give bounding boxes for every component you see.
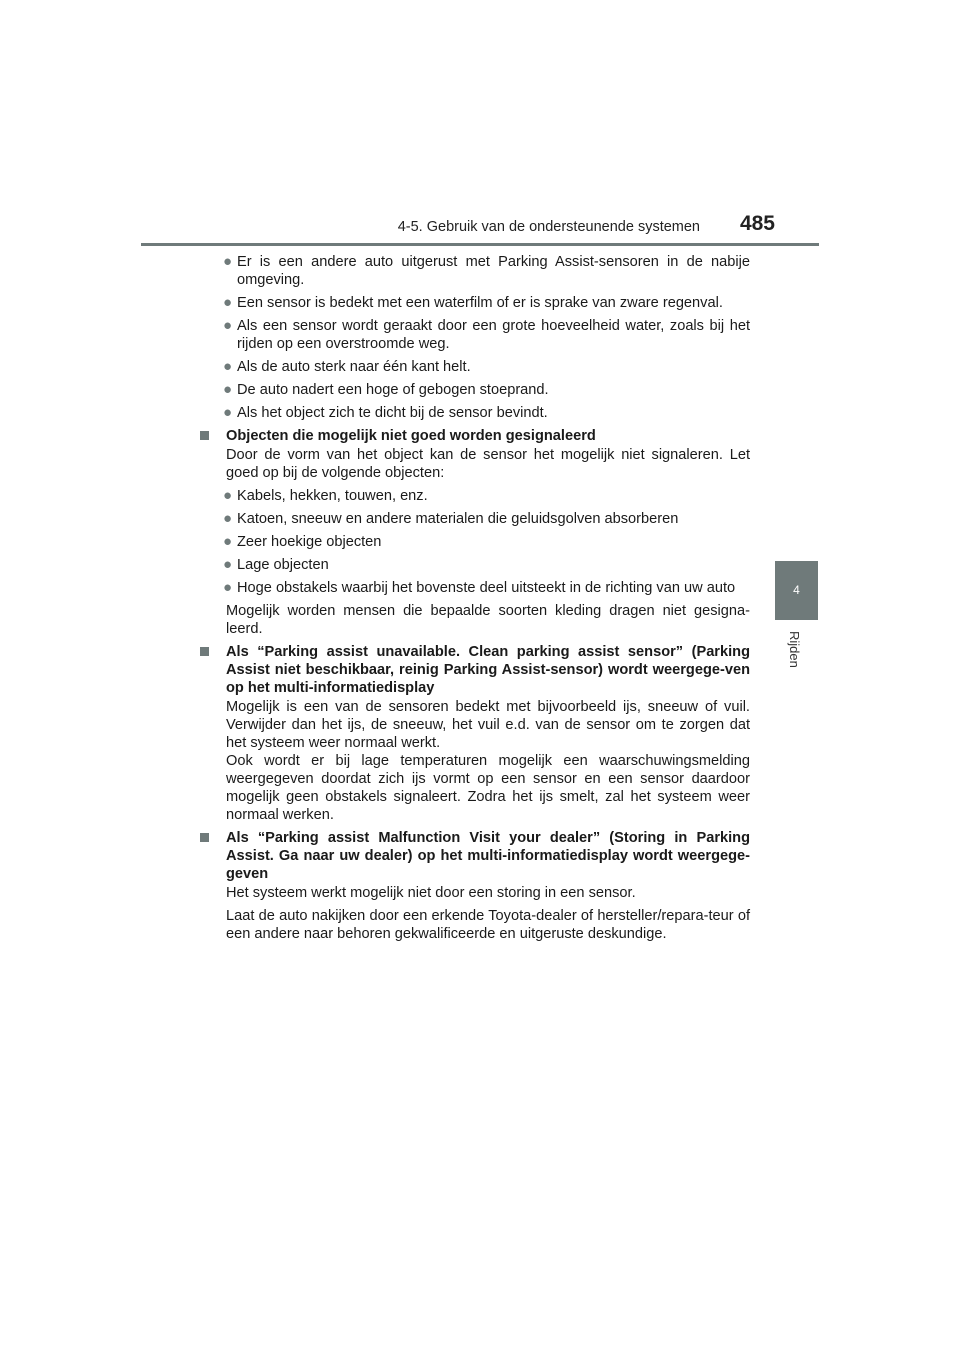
bullet-icon: ● — [223, 253, 233, 270]
list-item: ● Als het object zich te dicht bij de sensor bevindt. — [223, 404, 548, 421]
list-item: ● Een sensor is bedekt met een waterfilm of er is sprake van zware regenval. — [223, 294, 723, 311]
list-item: ● Lage objecten — [223, 556, 329, 573]
list-item: ● Hoge obstakels waarbij het bovenste deel uitsteekt in de richting van uw auto — [223, 579, 736, 596]
section-title: 4-5. Gebruik van de ondersteunende systemen — [397, 219, 700, 235]
section-paragraph: Laat de auto nakijken door een erkende Toyota-dealer of hersteller/repara-teur of een andere naar behoren gekwalificeerde en uitgeruste deskundige. — [226, 908, 750, 942]
bullet-icon: ● — [223, 381, 233, 398]
square-bullet-icon — [200, 431, 209, 440]
page-number: 485 — [739, 212, 775, 235]
list-item: ● De auto nadert een hoge of gebogen stoeprand. — [223, 381, 549, 398]
list-item: ● Als een sensor wordt geraakt door een grote hoeveelheid water, zoals bij het rijden op een overstroomde weg. — [223, 317, 750, 352]
chapter-label-box — [775, 627, 818, 707]
section-heading-malfunction: Als “Parking assist Malfunction Visit your dealer” (Storing in Parking Assist. Ga naar uw dealer) op het multi-informatiedisplay wordt weergege-geven — [203, 829, 750, 883]
section-paragraph: Ook wordt er bij lage temperaturen mogelijk een waarschuwingsmelding weergegeven doordat zich ijs vormt op een sensor en een sensor daardoor mogelijk geen obstakels signaleert. Zodra het ijs smelt, zal het systeem weer normaal werken. — [226, 753, 750, 823]
square-bullet-icon — [200, 833, 209, 842]
bullet-icon: ● — [223, 533, 233, 550]
list-item: ● Er is een andere auto uitgerust met Parking Assist-sensoren in de nabije omgeving. — [223, 253, 750, 288]
chapter-number: 4 — [793, 583, 800, 597]
section-intro: Door de vorm van het object kan de sensor het mogelijk niet signaleren. Let goed op bij de volgende objecten: — [226, 447, 750, 481]
list-item: ● Zeer hoekige objecten — [223, 533, 382, 550]
list-item: ● Kabels, hekken, touwen, enz. — [223, 487, 428, 504]
section-paragraph: Het systeem werkt mogelijk niet door een storing in een sensor. — [226, 885, 636, 901]
chapter-tab — [775, 561, 818, 620]
bullet-icon: ● — [223, 404, 233, 421]
bullet-icon: ● — [223, 294, 233, 311]
section-heading-unavailable: Als “Parking assist unavailable. Clean parking assist sensor” (Parking Assist niet beschikbaar, reinig Parking Assist-sensor) wordt weergege-ven op het multi-informatiedisplay — [203, 643, 750, 697]
page-content — [213, 253, 750, 948]
section-paragraph: Mogelijk is een van de sensoren bedekt met bijvoorbeeld ijs, sneeuw of vuil. Verwijder dan het ijs, de sneeuw, het vuil e.d. van de sensor om te zorgen dat het systeem weer normaal werkt. — [226, 699, 750, 751]
list-item: ● Katoen, sneeuw en andere materialen die geluidsgolven absorberen — [223, 510, 679, 527]
bullet-icon: ● — [223, 317, 233, 334]
bullet-icon: ● — [223, 510, 233, 527]
chapter-label: Rijden — [787, 631, 802, 668]
bullet-icon: ● — [223, 556, 233, 573]
bullet-icon: ● — [223, 358, 233, 375]
list-item: ● Als de auto sterk naar één kant helt. — [223, 358, 471, 375]
square-bullet-icon — [200, 647, 209, 656]
bullet-icon: ● — [223, 487, 233, 504]
section-heading-objects: Objecten die mogelijk niet goed worden gesignaleerd — [203, 427, 750, 445]
bullet-icon: ● — [223, 579, 233, 596]
section-note: Mogelijk worden mensen die bepaalde soorten kleding dragen niet gesigna-leerd. — [226, 603, 750, 637]
header-divider — [141, 243, 819, 246]
